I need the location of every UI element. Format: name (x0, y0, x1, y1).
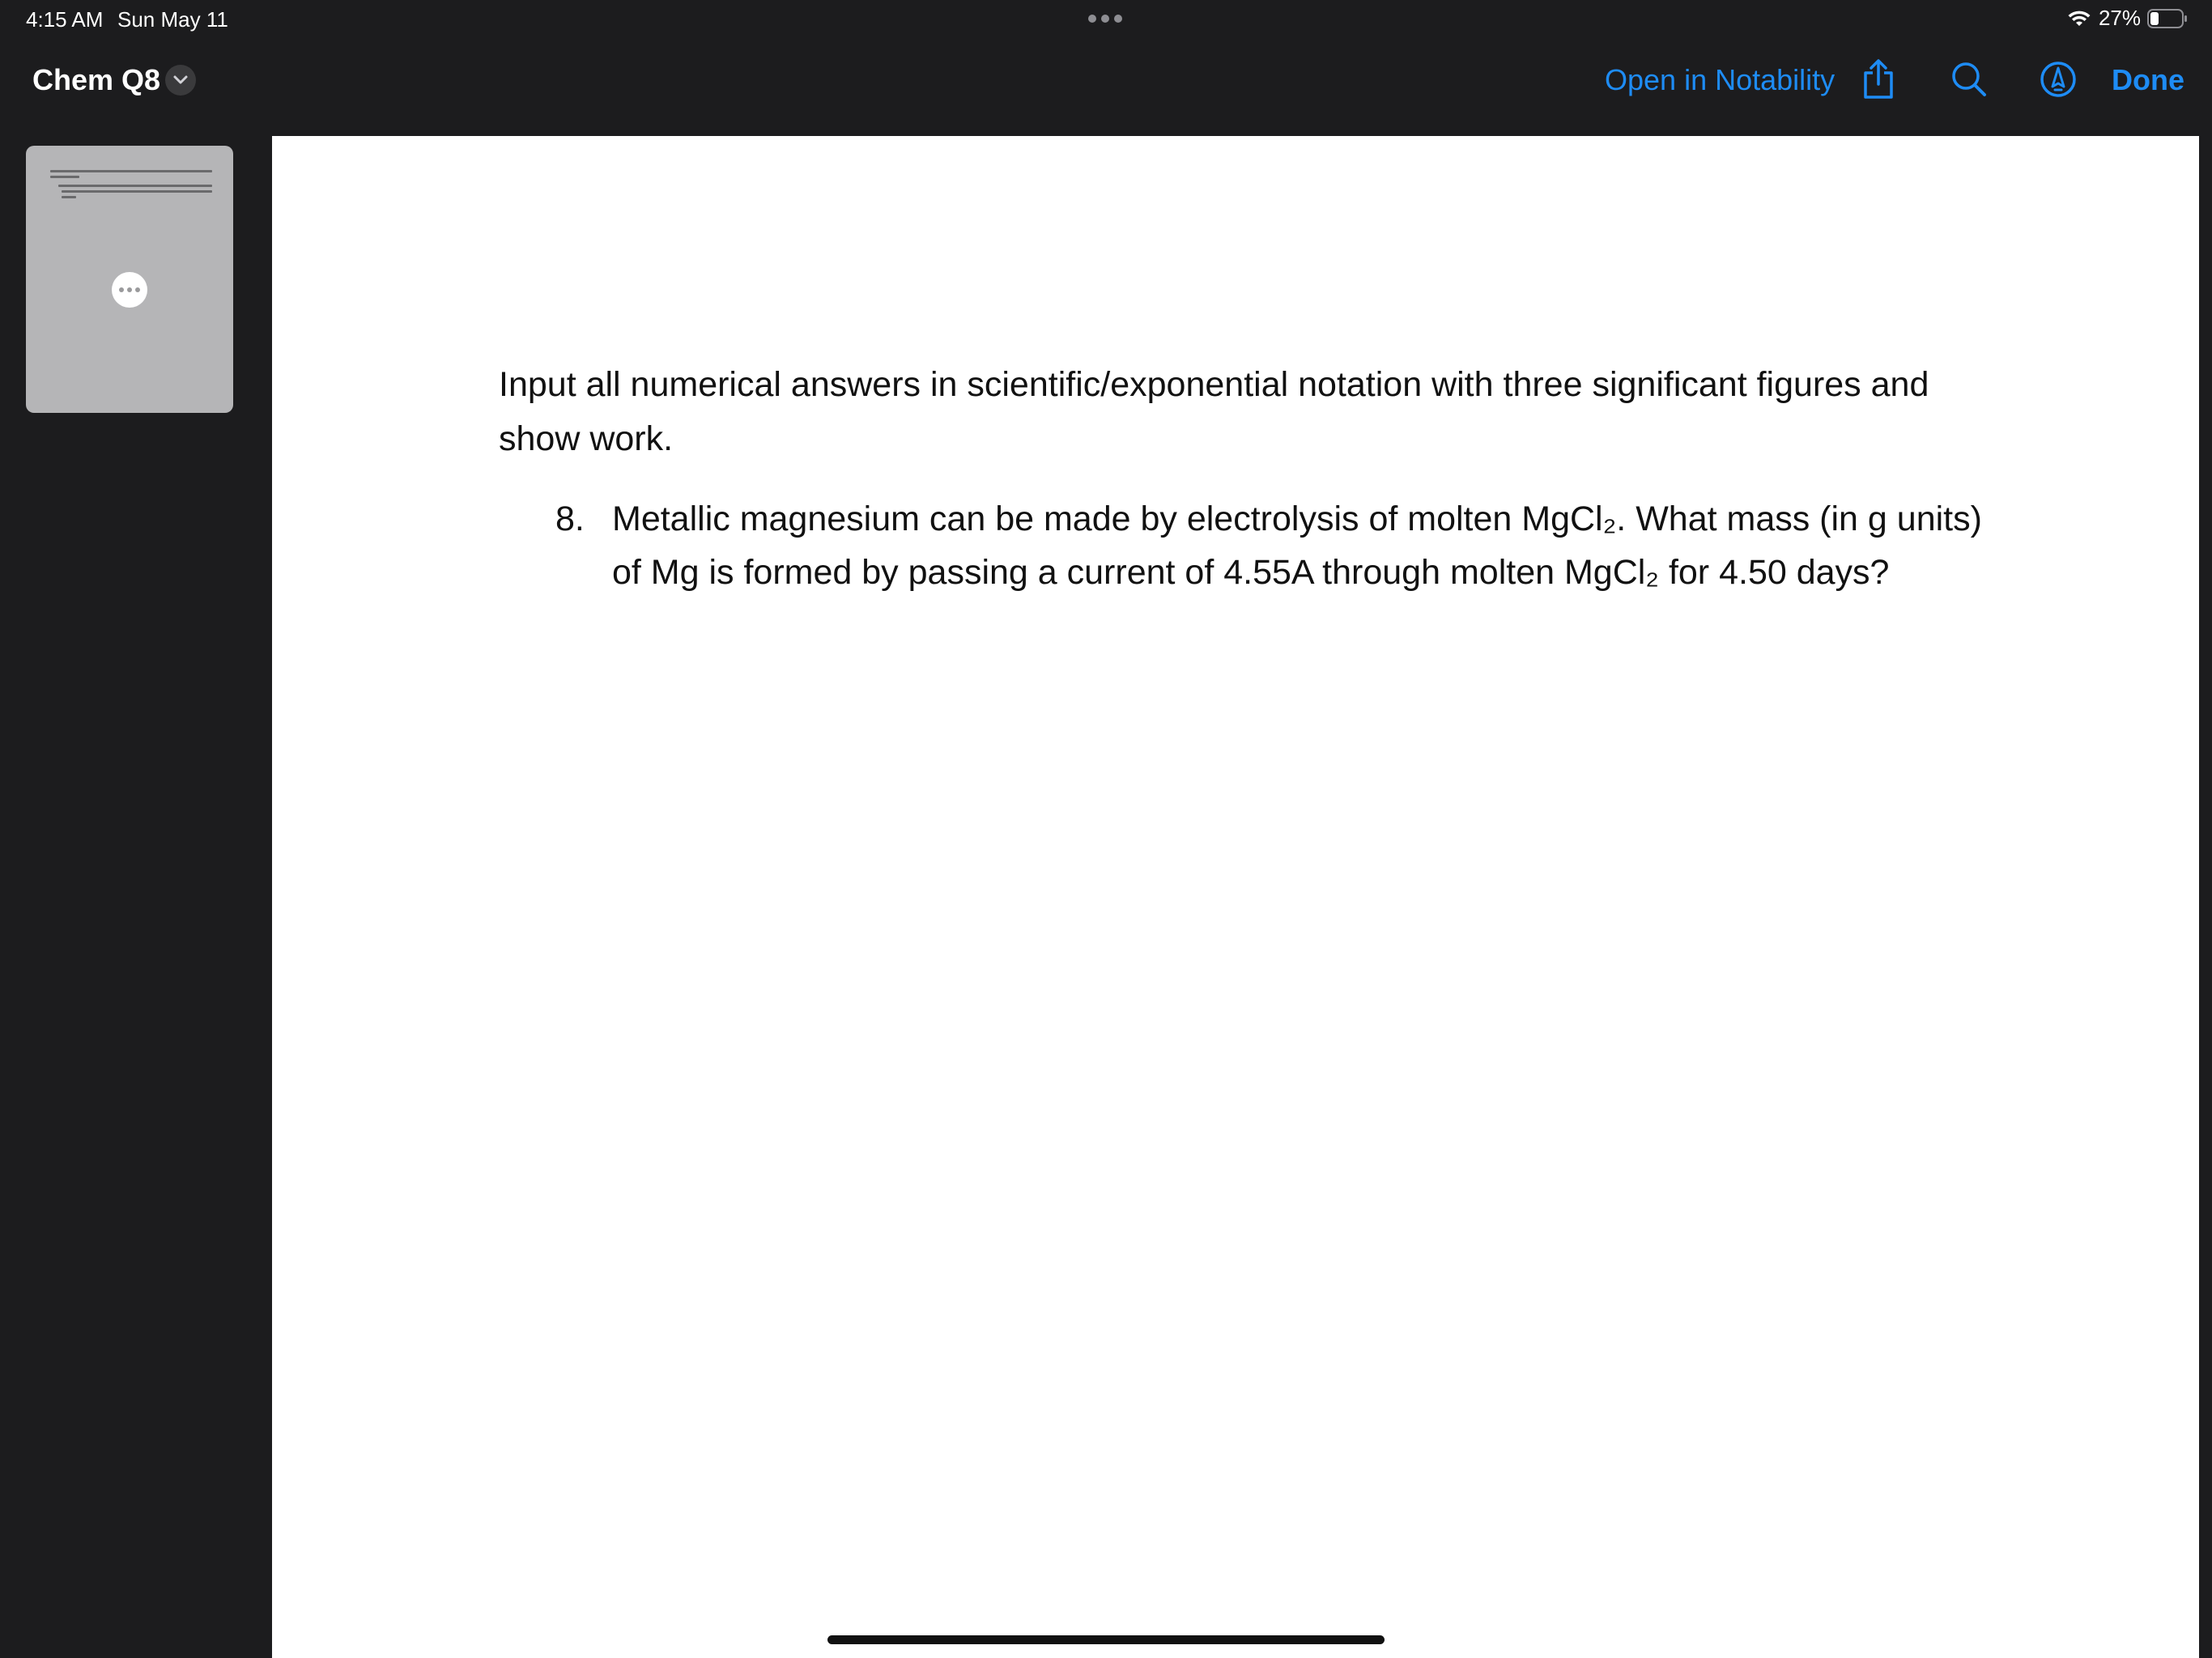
done-button[interactable]: Done (2112, 63, 2184, 96)
document-title[interactable]: Chem Q8 (32, 63, 161, 96)
status-bar (0, 0, 2212, 39)
more-options-icon[interactable] (112, 272, 147, 308)
navigation-bar (0, 39, 2212, 136)
markup-icon[interactable] (2035, 57, 2081, 102)
document-page (272, 136, 2199, 1658)
open-in-notability-button[interactable]: Open in Notability (1605, 63, 1836, 96)
battery-percent: 27% (2098, 6, 2141, 30)
status-indicators (2066, 6, 2188, 31)
page-thumbnail-sidebar (0, 136, 271, 1658)
instructions-text: Input all numerical answers in scientific/exponential notation with three significant figures and show work. (499, 365, 1929, 458)
search-icon[interactable] (1946, 57, 1992, 102)
question-number: 8. (555, 500, 585, 538)
page-thumbnail[interactable] (26, 146, 233, 413)
status-time: 4:15 AM (26, 7, 104, 32)
home-indicator[interactable] (827, 1635, 1385, 1644)
chevron-down-icon[interactable] (165, 65, 196, 96)
wifi-icon (2066, 9, 2092, 28)
battery-icon (2147, 8, 2188, 29)
question-text: Metallic magnesium can be made by electrolysis of molten MgCl₂. What mass (in g units) of Mg is formed by passing a current of 4.55A through molten MgCl₂ for 4.50 days? (612, 500, 1982, 592)
multitasking-dots-icon[interactable] (1088, 15, 1124, 24)
share-icon[interactable] (1856, 57, 1901, 102)
status-date: Sun May 11 (117, 7, 228, 32)
